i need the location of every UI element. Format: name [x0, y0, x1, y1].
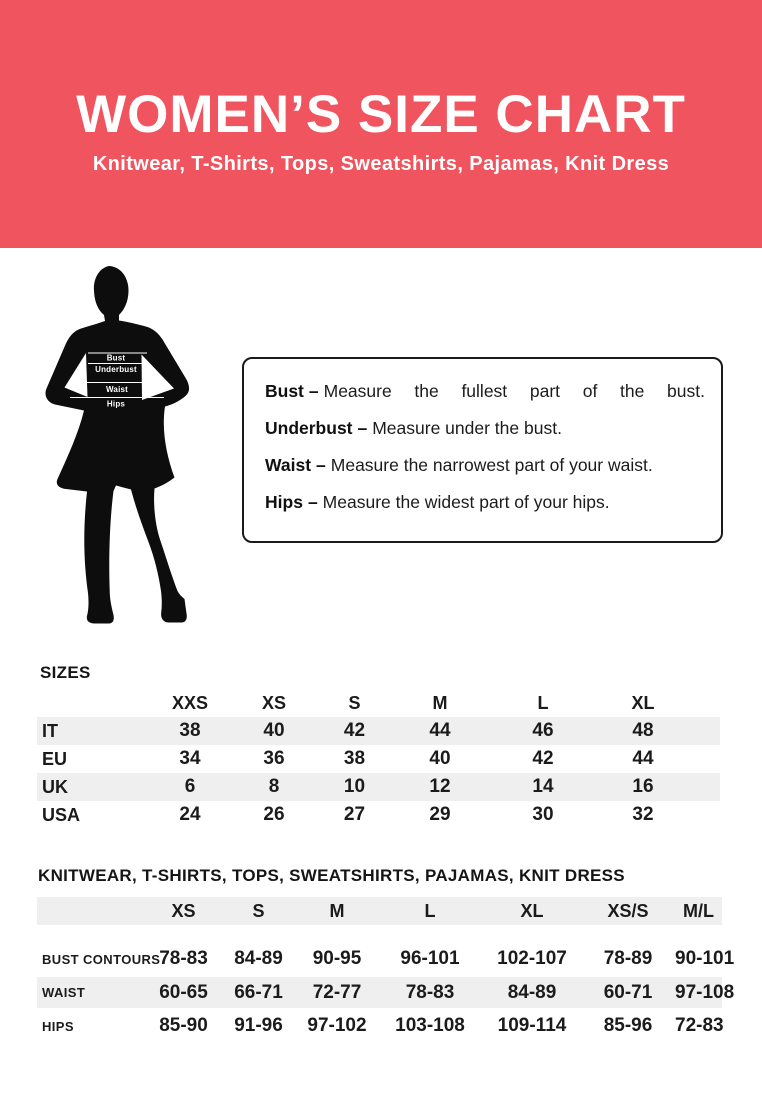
sizes-conversion-table — [37, 690, 720, 829]
column-header-xs: XS — [171, 900, 196, 921]
row-label: BUST CONTOURS — [42, 951, 161, 967]
size-value: 78-89 — [603, 948, 653, 969]
row-label: EU — [42, 748, 68, 769]
column-header-m-l: M/L — [683, 900, 714, 921]
column-header-xxs: XXS — [171, 693, 209, 713]
size-value: 102-107 — [497, 948, 567, 969]
size-value: 38 — [179, 720, 201, 741]
column-header-m: M — [432, 693, 448, 713]
header-banner — [0, 0, 762, 248]
sizes-table-title: SIZES — [40, 663, 91, 682]
instruction-label: Waist — [265, 455, 312, 475]
instruction-text: Measure under the bust. — [372, 418, 562, 438]
table-row-eu — [37, 745, 720, 773]
size-value: 14 — [532, 776, 554, 797]
size-value: 72-83 — [675, 1015, 724, 1036]
underbust-band-label: Underbust — [95, 365, 137, 374]
size-value: 29 — [429, 804, 451, 825]
size-value: 72-77 — [312, 981, 362, 1003]
size-value: 44 — [632, 748, 654, 769]
size-value: 10 — [343, 776, 366, 797]
instruction-dash: – — [316, 455, 326, 475]
size-value: 42 — [532, 748, 554, 769]
row-label: HIPS — [42, 1018, 74, 1034]
woman-silhouette-icon — [38, 258, 218, 628]
instruction-dash: – — [307, 492, 318, 512]
column-header-xl: XL — [520, 900, 544, 921]
size-value: 24 — [179, 804, 201, 825]
body-silhouette-figure — [38, 258, 218, 628]
table-header-row — [37, 690, 720, 717]
column-header-xs-s: XS/S — [607, 900, 649, 921]
size-value: 40 — [429, 748, 451, 769]
measurement-instructions-box — [242, 357, 723, 543]
size-value: 48 — [632, 720, 654, 741]
instruction-line-waist — [265, 453, 705, 477]
page-subtitle: Knitwear, T-Shirts, Tops, Sweatshirts, Pajamas, Knit Dress — [92, 153, 670, 175]
size-value: 97-108 — [675, 981, 735, 1003]
size-value: 109-114 — [497, 1015, 567, 1036]
instruction-label: Bust — [265, 381, 304, 401]
size-value: 66-71 — [234, 981, 283, 1003]
table-row-waist — [37, 977, 735, 1008]
size-value: 34 — [179, 748, 201, 769]
size-value: 60-71 — [603, 981, 653, 1003]
column-header-s: S — [348, 693, 361, 713]
size-value: 85-90 — [159, 1015, 208, 1036]
column-header-l: L — [537, 693, 549, 713]
size-value: 30 — [532, 804, 554, 825]
size-value: 91-96 — [234, 1015, 283, 1036]
size-value: 90-101 — [675, 948, 735, 969]
instruction-label: Underbust — [265, 418, 353, 438]
bust-band-label: Bust — [106, 353, 126, 363]
size-value: 78-83 — [405, 981, 455, 1003]
size-value: 40 — [263, 720, 285, 741]
page-title: WOMEN’S SIZE CHART — [76, 85, 686, 144]
size-value: 84-89 — [234, 948, 283, 969]
instruction-text: Measure the fullest part of the bust. — [323, 381, 705, 401]
instruction-label: Hips — [265, 492, 303, 512]
size-value: 12 — [429, 776, 451, 797]
size-value: 97-102 — [307, 1015, 367, 1036]
size-value: 90-95 — [312, 948, 362, 969]
size-value: 44 — [429, 720, 451, 741]
size-value: 26 — [263, 804, 285, 825]
size-value: 46 — [532, 720, 554, 741]
size-value: 36 — [263, 748, 285, 769]
table-header-row — [37, 897, 722, 925]
table-row-usa — [37, 801, 720, 829]
table-row-it — [37, 717, 720, 745]
instruction-dash: – — [357, 418, 368, 438]
size-value: 60-65 — [159, 981, 208, 1003]
size-value: 42 — [343, 720, 366, 741]
column-header-xs: XS — [261, 693, 286, 713]
hips-band-label: Hips — [106, 399, 126, 409]
size-value: 32 — [632, 804, 654, 825]
size-value: 16 — [632, 776, 654, 797]
column-header-xl: XL — [631, 693, 655, 713]
table-row-bust-contours — [37, 941, 735, 977]
measure-table-title: KNITWEAR, T-SHIRTS, TOPS, SWEATSHIRTS, PAJAMAS, KNIT DRESS — [38, 866, 625, 885]
instruction-line-underbust — [265, 416, 705, 440]
row-label: USA — [42, 804, 81, 825]
instruction-dash: – — [308, 381, 319, 401]
size-value: 78-83 — [159, 948, 208, 969]
size-value: 38 — [343, 748, 366, 769]
row-label: WAIST — [42, 985, 86, 1000]
size-value: 103-108 — [395, 1015, 465, 1036]
garment-measurements-table — [37, 897, 735, 1044]
instruction-text: Measure the narrowest part of your waist. — [330, 455, 653, 475]
instruction-line-bust — [265, 379, 705, 403]
instruction-text: Measure the widest part of your hips. — [322, 492, 610, 512]
instruction-line-hips — [265, 490, 705, 514]
row-label: UK — [42, 776, 68, 797]
row-label: IT — [42, 720, 58, 741]
table-row-hips — [37, 1008, 722, 1044]
size-value: 8 — [268, 776, 280, 797]
column-header-s: S — [252, 900, 265, 921]
size-value: 96-101 — [400, 948, 460, 969]
column-header-m: M — [329, 900, 345, 921]
size-value: 27 — [343, 804, 366, 825]
size-value: 85-96 — [603, 1015, 653, 1036]
waist-band-label: Waist — [105, 385, 129, 394]
size-value: 6 — [184, 776, 196, 797]
table-row-uk — [37, 773, 720, 801]
column-header-l: L — [424, 900, 436, 921]
size-value: 84-89 — [507, 981, 557, 1003]
